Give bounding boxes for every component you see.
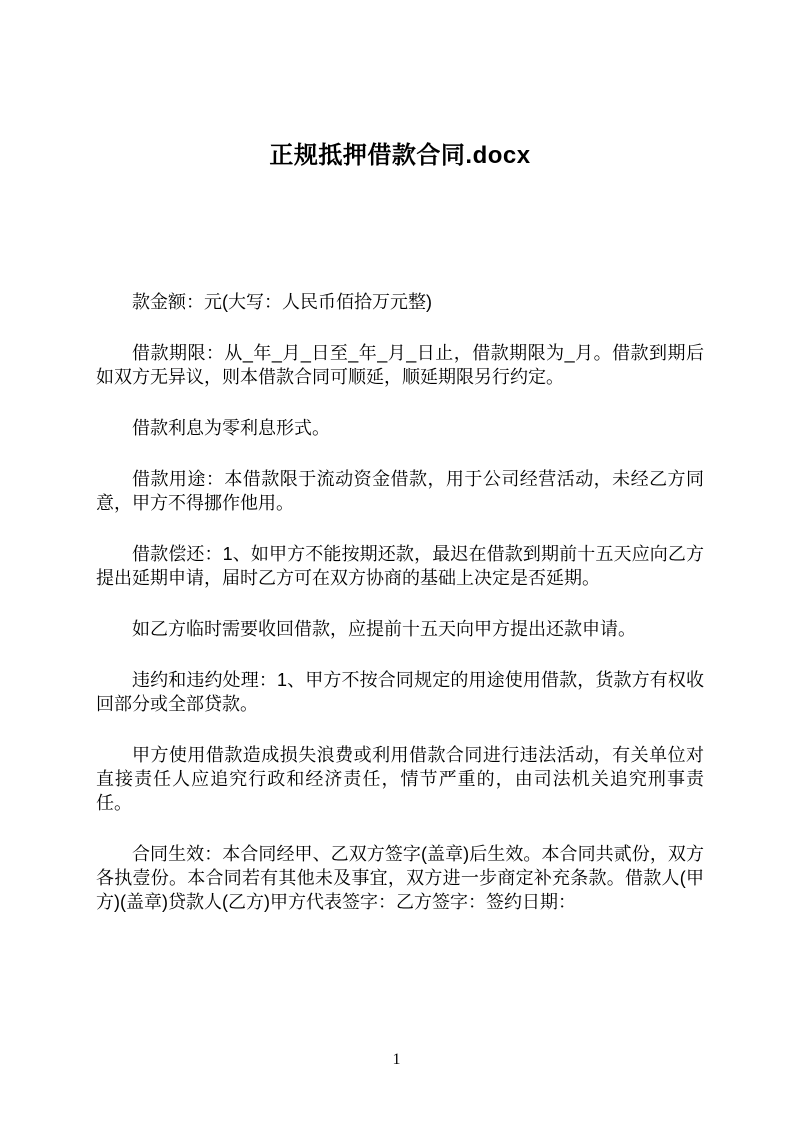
contract-paragraph-early-recall: 如乙方临时需要收回借款，应提前十五天向甲方提出还款申请。 (132, 619, 636, 639)
contract-paragraph-loan-amount: 款金额：元(大写：人民币佰拾万元整) (132, 292, 432, 312)
page-footer (0, 1050, 793, 1070)
contract-paragraph-interest: 借款利息为零利息形式。 (132, 418, 330, 438)
contract-paragraph-loan-purpose: 借款用途：本借款限于流动资金借款，用于公司经营活动，未经乙方同意，甲方不得挪作他用。 (96, 469, 704, 513)
contract-paragraph-repayment: 借款偿还：1、如甲方不能按期还款，最迟在借款到期前十五天应向乙方提出延期申请，届时乙方可在双方协商的基础上决定是否延期。 (96, 544, 704, 588)
contract-paragraph-breach-handling: 违约和违约处理：1、甲方不按合同规定的用途使用借款，货款方有权收回部分或全部贷款。 (96, 670, 704, 714)
page-number: 1 (392, 1051, 401, 1068)
contract-paragraph-loan-term: 借款期限：从_年_月_日至_年_月_日止，借款期限为_月。借款到期后如双方无异议，则本借款合同可顺延，顺延期限另行约定。 (96, 343, 704, 387)
contract-paragraph-liability: 甲方使用借款造成损失浪费或利用借款合同进行违法活动，有关单位对直接责任人应追究行政和经济责任，情节严重的，由司法机关追究刑事责任。 (96, 745, 704, 813)
document-body (0, 290, 793, 914)
document-title: 正规抵押借款合同.docx (269, 142, 531, 169)
contract-paragraph-effectiveness-signatures: 合同生效：本合同经甲、乙双方签字(盖章)后生效。本合同共贰份，双方各执壹份。本合同若有其他未及事宜，双方进一步商定补充条款。借款人(甲方)(盖章)贷款人(乙方)甲方代表签字：乙方签字：签约日期： (96, 844, 704, 912)
